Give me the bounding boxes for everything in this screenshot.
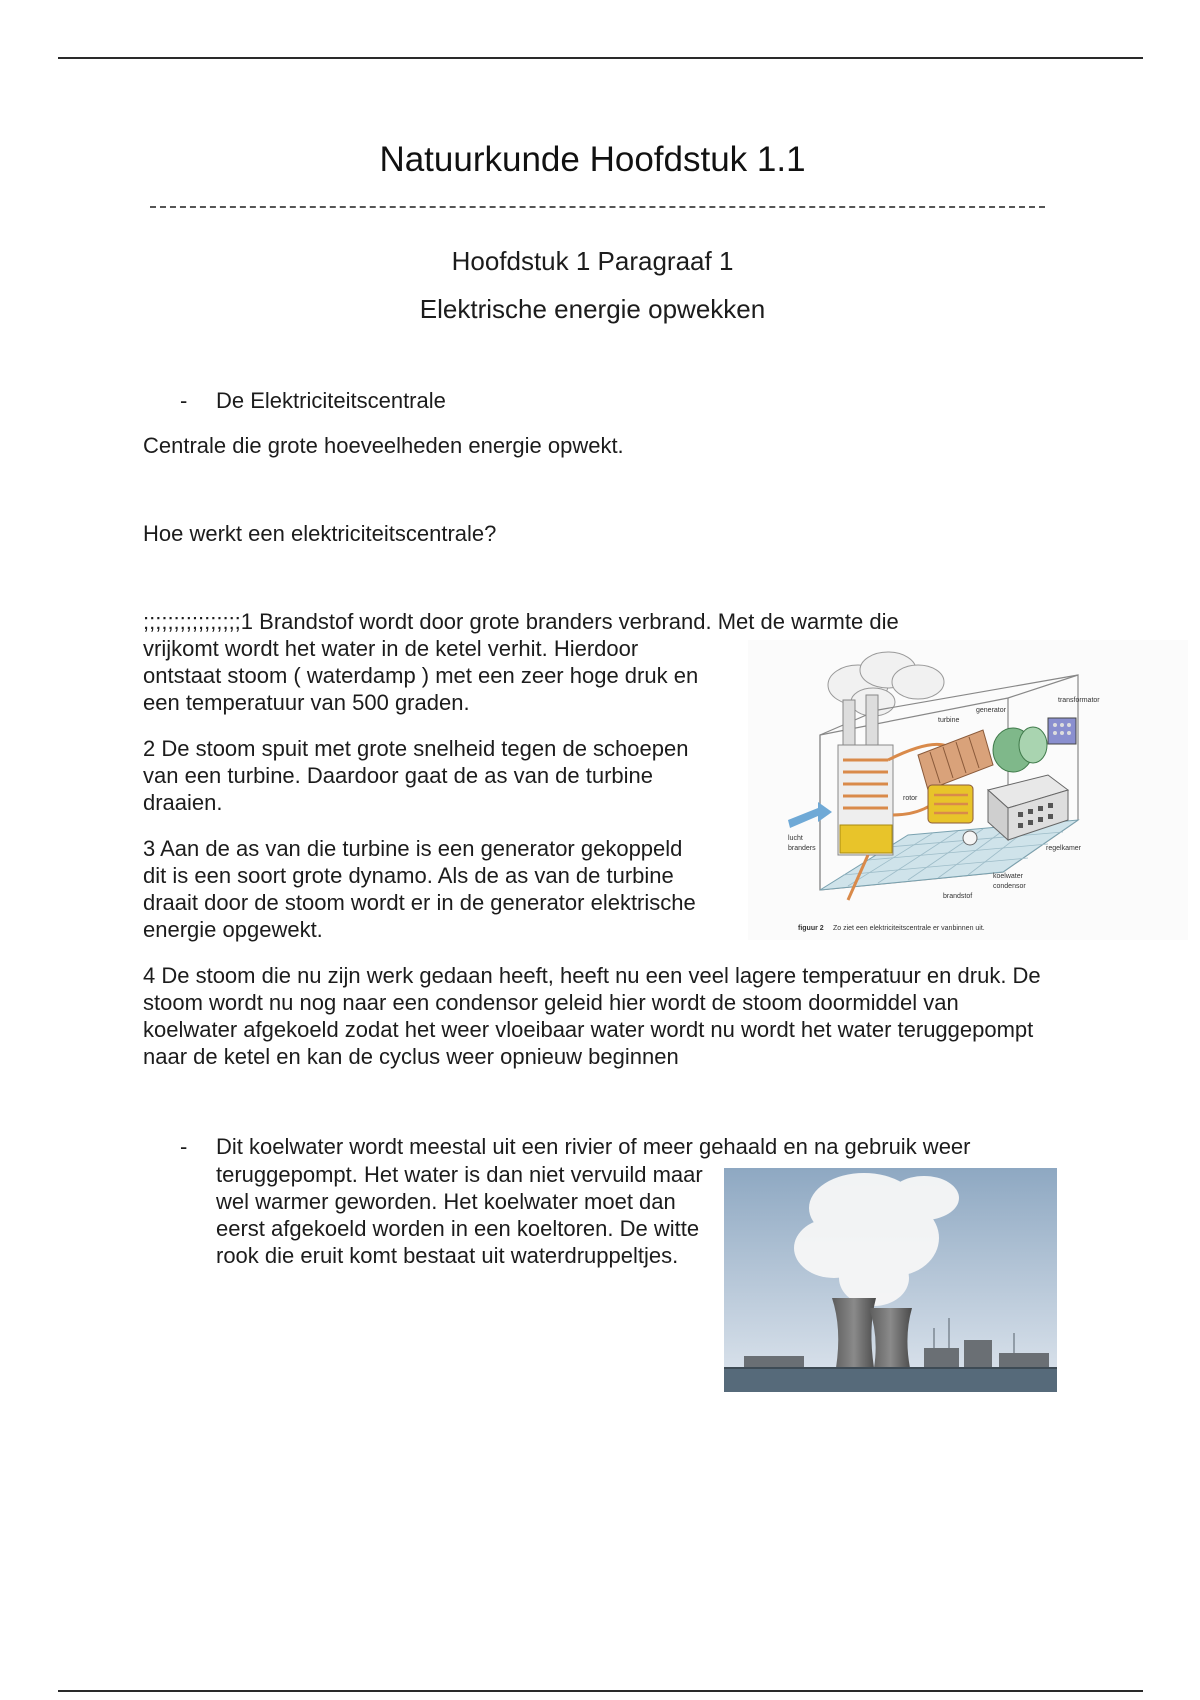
label-condensor: condensor [993, 883, 1026, 890]
label-koelwater: koelwater [993, 873, 1023, 880]
bullet-text: Dit koelwater wordt meestal uit een rivier of meer gehaald en na gebruik weer [216, 1134, 971, 1159]
definition-text: Centrale die grote hoeveelheden energie opwekt. [143, 433, 624, 458]
question-text: Hoe werkt een elektriciteitscentrale? [143, 521, 497, 546]
bullet-marker: - [180, 1134, 188, 1159]
figure-caption-text: Zo ziet een elektriciteitscentrale er vanbinnen uit. [833, 925, 985, 932]
cooling-tower-photo [724, 1168, 1057, 1392]
bullet-item-centrale [180, 388, 446, 414]
step3-text: 3 Aan de as van die turbine is een generator gekoppeld dit is een soort grote dynamo. Als de as van de turbine draait door de stoom wordt er in de generator elektrische energie opgewekt. [143, 836, 696, 942]
bottom-rule [58, 1690, 1143, 1692]
label-lucht: lucht [788, 835, 803, 842]
step1-first-line: ;;;;;;;;;;;;;;;;1 Brandstof wordt door grote branders verbrand. Met de warmte die [143, 609, 899, 634]
label-transformator: transformator [1058, 697, 1100, 704]
label-branders: branders [788, 845, 816, 852]
label-turbine: turbine [938, 717, 960, 724]
top-rule [58, 57, 1143, 59]
power-plant-diagram [748, 640, 1188, 940]
bullet-marker: - [180, 388, 188, 413]
section-title: Elektrische energie opwekken [419, 294, 766, 324]
step2-text: 2 De stoom spuit met grote snelheid tegen de schoepen van een turbine. Daardoor gaat de as van de turbine draaien. [143, 736, 689, 815]
label-regelkamer: regelkamer [1046, 845, 1082, 852]
bullet-item-koelwater [180, 1134, 971, 1160]
cooling-text: teruggepompt. Het water is dan niet vervuild maar wel warmer geworden. Het koelwater moet dan eerst afgekoeld worden in een koeltoren. De witte rook die eruit komt bestaat uit waterdruppeltjes. [216, 1162, 703, 1268]
figure-caption-label: figuur 2 [798, 925, 824, 932]
bullet-text: De Elektriciteitscentrale [216, 388, 446, 413]
step4-text: 4 De stoom die nu zijn werk gedaan heeft, heeft nu een veel lagere temperatuur en druk. De stoom wordt nu nog naar een condensor geleid hier wordt de stoom doormiddel van koelwater afgekoeld zodat het weer vloeibaar water wordt nu wordt het water teruggepompt naar de ketel en kan de cyclus weer opnieuw beginnen [143, 963, 1041, 1069]
step1-text: vrijkomt wordt het water in de ketel verhit. Hierdoor ontstaat stoom ( waterdamp ) met een zeer hoge druk en een temperatuur van 500 graden. [143, 636, 699, 715]
label-brandstof: brandstof [943, 893, 973, 900]
dashed-separator [150, 206, 1045, 208]
document-title: Natuurkunde Hoofdstuk 1.1 [379, 140, 806, 179]
label-generator: generator [976, 707, 1006, 714]
chapter-heading: Hoofdstuk 1 Paragraaf 1 [451, 246, 734, 276]
label-rotor: rotor [903, 795, 918, 802]
